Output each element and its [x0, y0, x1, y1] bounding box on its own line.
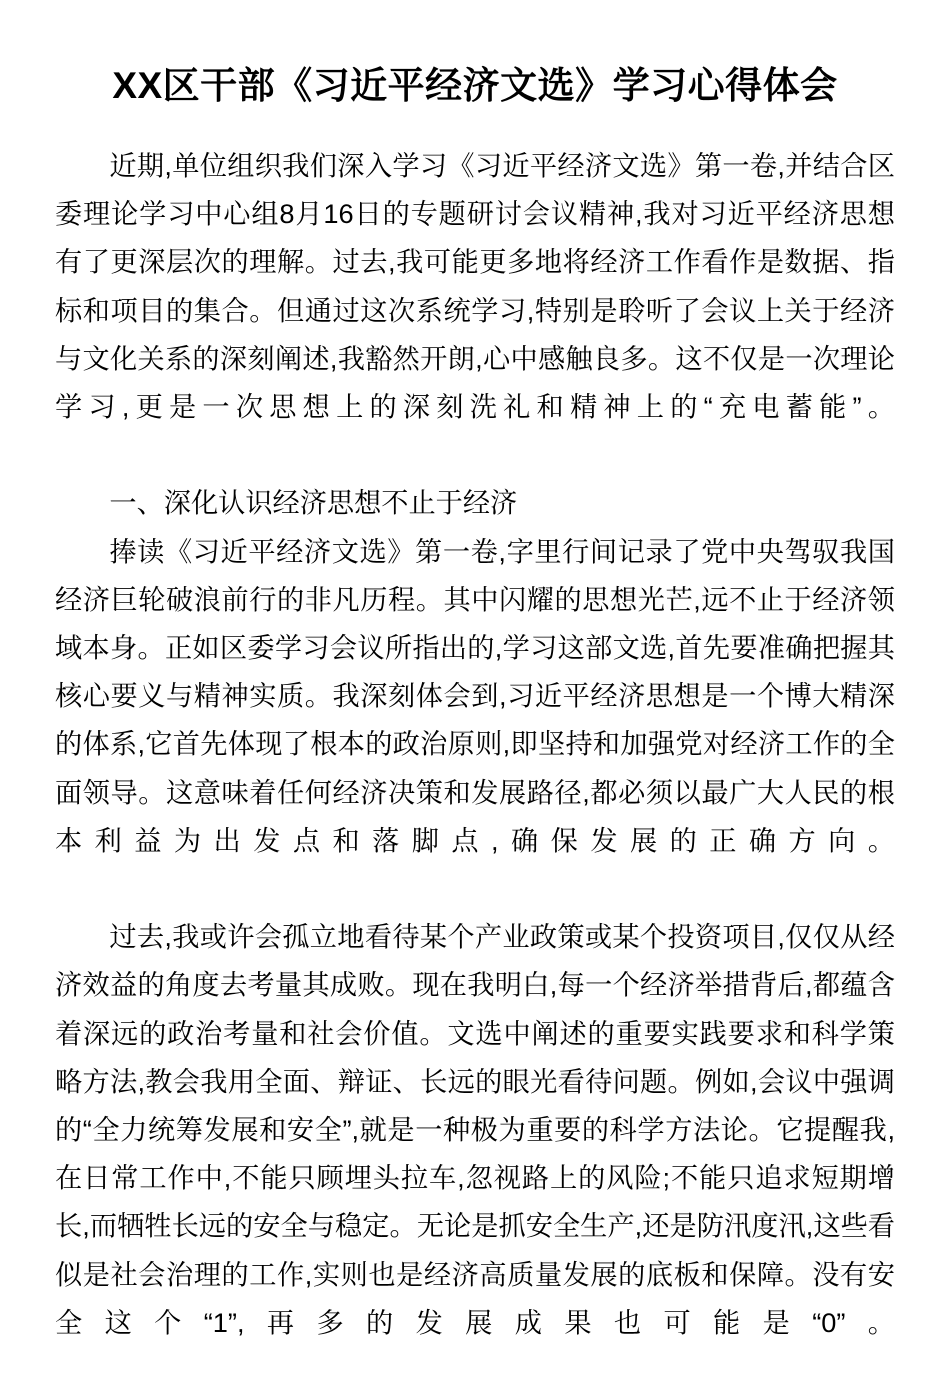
section-heading-one: 一、深化认识经济思想不止于经济: [109, 487, 518, 519]
intro-paragraph: 近期,单位组织我们深入学习《习近平经济文选》第一卷,并结合区委理论学习中心组8月16日的专题研讨会议精神,我对习近平经济思想有了更深层次的理解。过去,我可能更多地将经济工作看作是数据、指标和项目的集合。但通过这次系统学习,特别是聆听了会议上关于经济与文化关系的深刻阐述,我豁然开朗,心中感触良多。这不仅是一次理论学习,更是一次思想上的深刻洗礼和精神上的“充电蓄能”。: [55, 150, 895, 423]
section-one-paragraph-1: 捧读《习近平经济文选》第一卷,字里行间记录了党中央驾驭我国经济巨轮破浪前行的非凡历程。其中闪耀的思想光芒,远不止于经济领域本身。正如区委学习会议所指出的,学习这部文选,首先要准确把握其核心要义与精神实质。我深刻体会到,习近平经济思想是一个博大精深的体系,它首先体现了根本的政治原则,即坚持和加强党对经济工作的全面领导。这意味着任何经济决策和发展路径,都必须以最广大人民的根本利益为出发点和落脚点,确保发展的正确方向。: [55, 535, 895, 856]
page-title: XX区干部《习近平经济文选》学习心得体会: [112, 65, 838, 106]
document-body: [55, 142, 895, 1395]
section-one-paragraph-2: 过去,我或许会孤立地看待某个产业政策或某个投资项目,仅仅从经济效益的角度去考量其成败。现在我明白,每一个经济举措背后,都蕴含着深远的政治考量和社会价值。文选中阐述的重要实践要求和科学策略方法,教会我用全面、辩证、长远的眼光看待问题。例如,会议中强调的“全力统筹发展和安全”,就是一种极为重要的科学方法论。它提醒我,在日常工作中,不能只顾埋头拉车,忽视路上的风险;不能只追求短期增长,而牺牲长远的安全与稳定。无论是抓安全生产,还是防汛度汛,这些看似是社会治理的工作,实则也是经济高质量发展的底板和保障。没有安全这个“1”,再多的发展成果也可能是“0”。: [55, 921, 895, 1338]
